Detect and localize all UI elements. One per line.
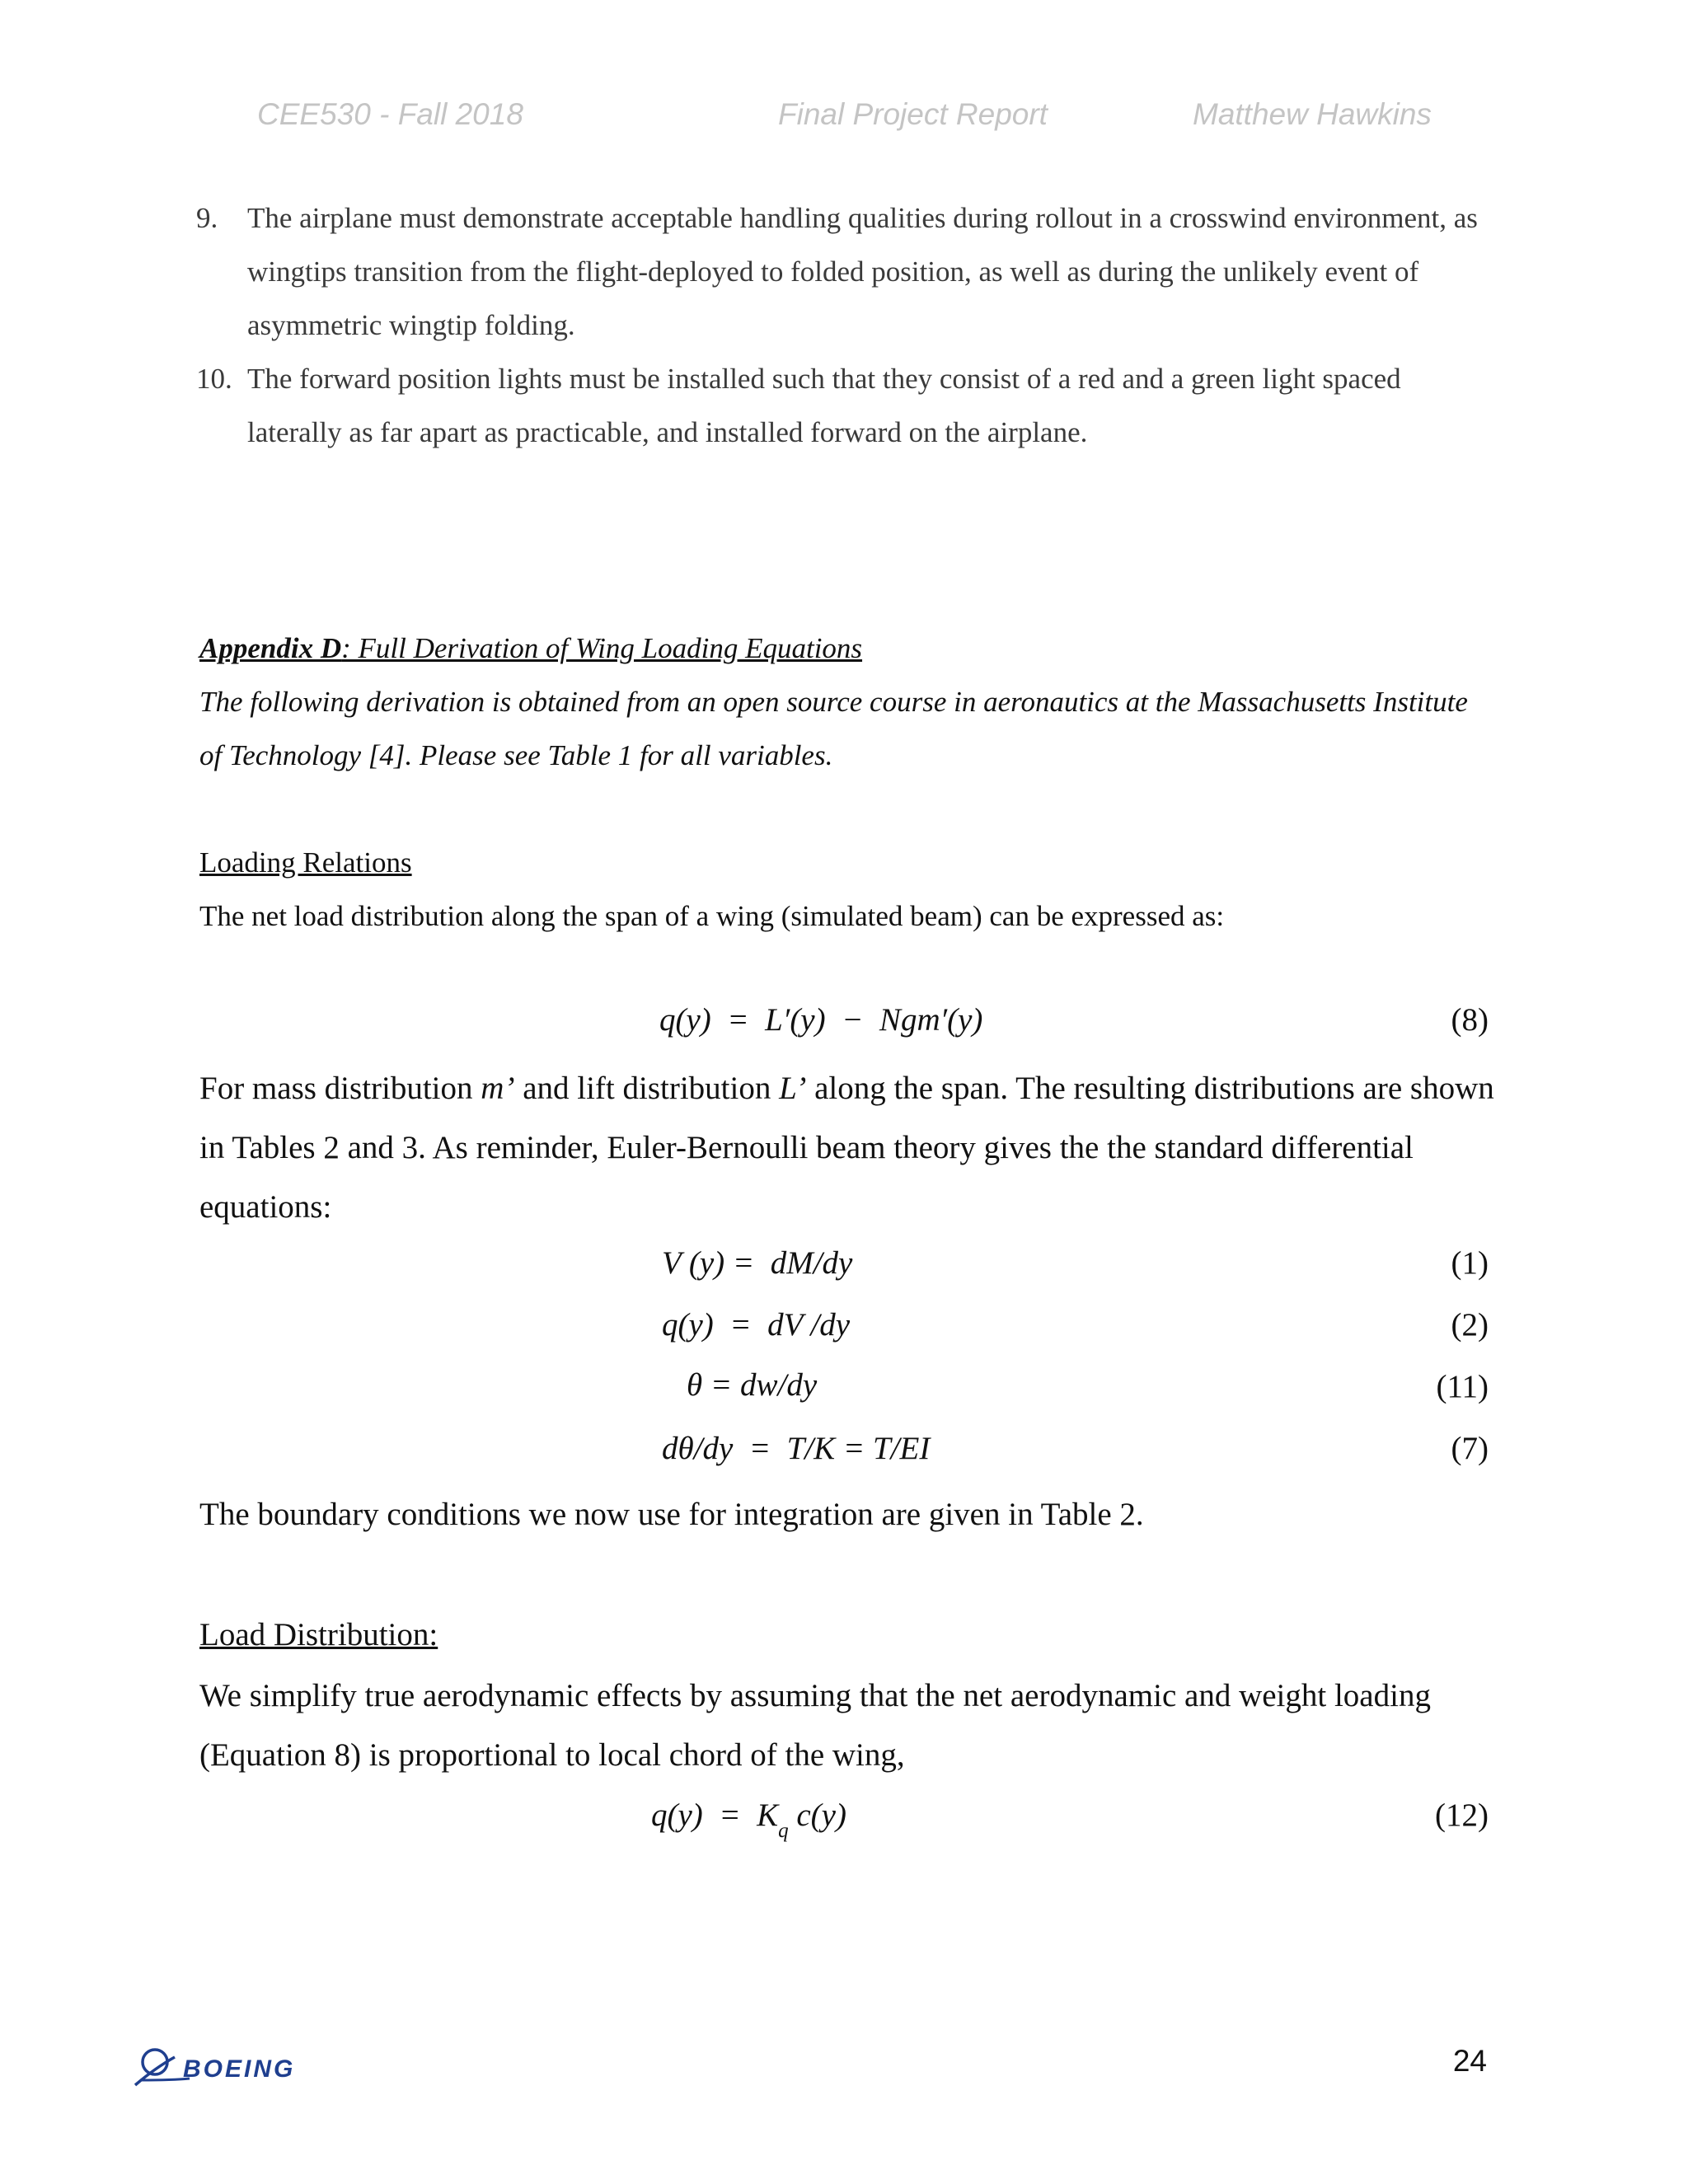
list-text: The forward position lights must be installed such that they consist of a red and a green light spaced laterally as far apart as practicable, and installed forward on the airplane.: [247, 363, 1401, 448]
equation-12-number: (12): [1435, 1797, 1489, 1833]
L-symbol: L’: [779, 1071, 807, 1106]
eq12-rhs: c(y): [788, 1797, 846, 1833]
list-item-10: [196, 352, 1500, 459]
equation-1: V (y) = dM/dy: [662, 1245, 853, 1281]
boeing-logo-text: BOEING: [183, 2055, 296, 2083]
equation-11-number: (11): [1436, 1369, 1489, 1404]
para-text: along the span. The resulting distributions are shown in Tables 2 and 3. As reminder, Euler-Bernoulli beam theory gives the the standard differential equations:: [199, 1071, 1494, 1225]
eq12-subscript: q: [778, 1820, 789, 1842]
list-text: The airplane must demonstrate acceptable handling qualities during rollout in a crosswind environment, as wingtips transition from the flight-deployed to folded position, as well as during the unlikely event of asymmetric wingtip folding.: [247, 202, 1478, 341]
equation-2: q(y) = dV /dy: [662, 1307, 851, 1343]
appendix-label: Appendix D: [199, 632, 342, 664]
boeing-logo-icon: [132, 2042, 330, 2092]
list-number: 10.: [196, 363, 232, 395]
mass-distribution-paragraph: [199, 1059, 1510, 1237]
page-number: 24: [1452, 2044, 1487, 2078]
equation-11: θ = dw/dy: [687, 1367, 818, 1403]
header-author: Matthew Hawkins: [1193, 97, 1432, 131]
appendix-heading: [199, 621, 1510, 675]
equation-2-number: (2): [1451, 1307, 1489, 1343]
equation-1-number: (1): [1451, 1245, 1489, 1281]
m-symbol: m’: [481, 1071, 515, 1106]
equation-12: [651, 1797, 846, 1842]
equation-7: dθ/dy = T/K = T/EI: [662, 1431, 931, 1466]
appendix-title: : Full Derivation of Wing Loading Equations: [341, 632, 863, 664]
equation-8: q(y) = L′(y) − Ngm′(y): [659, 1002, 983, 1038]
header-course: CEE530 - Fall 2018: [257, 97, 523, 131]
section-heading-load-distribution: Load Distribution:: [199, 1617, 438, 1652]
para-text: For mass distribution: [199, 1071, 481, 1106]
para-text: and lift distribution: [514, 1071, 780, 1106]
header-title: Final Project Report: [778, 97, 1048, 131]
load-distribution-text: We simplify true aerodynamic effects by assuming that the net aerodynamic and weight loading (Equation 8) is proportional to local chord of the wing,: [199, 1678, 1431, 1773]
boeing-logo: [132, 2042, 330, 2096]
section-heading-loading-relations: Loading Relations: [199, 846, 412, 879]
equation-7-number: (7): [1451, 1431, 1489, 1466]
boundary-conditions-text: The boundary conditions we now use for integration are given in Table 2.: [199, 1497, 1144, 1532]
equation-8-number: (8): [1451, 1002, 1489, 1038]
list-number: 9.: [196, 202, 218, 234]
eq12-lhs: q(y) = K: [651, 1797, 779, 1833]
list-item-9: [196, 191, 1500, 352]
loading-relations-text: The net load distribution along the span of a wing (simulated beam) can be expressed as:: [199, 900, 1225, 932]
appendix-intro: The following derivation is obtained from an open source course in aeronautics at the Massachusetts Institute of Technology [4]. Please see Table 1 for all variables.: [199, 686, 1468, 771]
